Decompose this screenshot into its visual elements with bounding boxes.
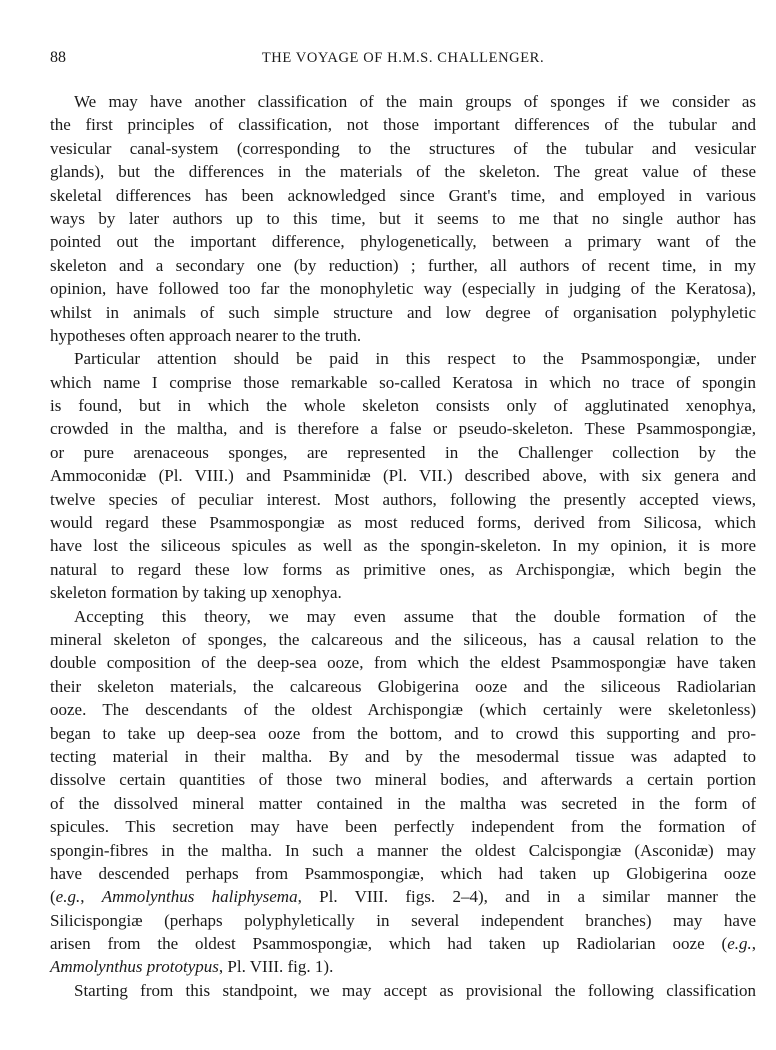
document-page — [50, 46, 756, 1002]
text-line: tecting material in their maltha. By and by the mesodermal tissue was adapted to — [50, 746, 756, 766]
running-title: THE VOYAGE OF H.M.S. CHALLENGER. — [261, 50, 545, 66]
text-line: twelve species of peculiar interest. Most authors, following the presently accepted views, — [50, 489, 756, 509]
text-line: or pure arenaceous sponges, are represented in the Challenger collection by the — [50, 442, 756, 462]
reference-text: , Pl. VIII. fig. 1). — [218, 957, 334, 977]
text-line: Starting from this standpoint, we may accept as provisional the following classification — [74, 980, 756, 1000]
text-line: ways by later authors up to this time, but it seems to me that no single author has — [50, 208, 756, 228]
text-line: Accepting this theory, we may even assume that the double formation of the — [74, 606, 756, 626]
text-line: would regard these Psammospongiæ as most reduced forms, derived from Silicosa, which — [50, 513, 756, 533]
text-line: spongin-fibres in the maltha. In such a manner the oldest Calcispongiæ (Asconidæ) may — [50, 840, 756, 860]
text-line — [50, 955, 756, 978]
text-line: opinion, have followed too far the monophyletic way (especially in judging of the Keratosa), — [50, 279, 756, 299]
paragraph-theory — [50, 605, 756, 979]
text-line: the first principles of classification, not those important differences of the tubular and — [50, 115, 756, 135]
species-name: Ammolynthus haliphysema — [101, 887, 298, 907]
text-line: dissolve certain quantities of those two mineral bodies, and afterwards a certain portion — [50, 770, 756, 790]
line-text: arisen from the oldest Psammospongiæ, which had taken up Radiolarian ooze ( — [50, 934, 728, 954]
text-line: Silicispongiæ (perhaps polyphyletically in several independent branches) may have — [50, 910, 756, 930]
text-line: whilst in animals of such simple structure and low degree of organisation polyphyletic — [50, 302, 756, 322]
separator: , — [751, 934, 756, 954]
text-line — [50, 885, 756, 908]
text-line: pointed out the important difference, phylogenetically, between a primary want of the — [50, 232, 756, 252]
text-line: of the dissolved mineral matter contained in the maltha was secreted in the form of — [50, 793, 756, 813]
text-line: which name I comprise those remarkable so-called Keratosa in which no trace of spongin — [50, 372, 756, 392]
page-number: 88 — [50, 49, 66, 66]
body-text — [50, 90, 756, 1002]
text-line: have lost the siliceous spicules as well as the spongin-skeleton. In my opinion, it is more — [50, 536, 756, 556]
text-line: vesicular canal-system (corresponding to the structures of the tubular and vesicular — [50, 138, 756, 158]
text-line: natural to regard these low forms as primitive ones, as Archispongiæ, which begin the — [50, 559, 756, 579]
text-line: skeleton formation by taking up xenophya. — [50, 583, 342, 603]
separator: , — [80, 887, 102, 907]
text-line: Particular attention should be paid in this respect to the Psammospongiæ, under — [74, 349, 756, 369]
text-line: skeletal differences has been acknowledged since Grant's time, and employed in various — [50, 185, 756, 205]
running-header — [50, 46, 756, 70]
text-line: Ammoconidæ (Pl. VIII.) and Psamminidæ (Pl. VII.) described above, with six genera and — [50, 466, 756, 486]
text-line: is found, but in which the whole skeleton consists only of agglutinated xenophya, — [50, 396, 756, 416]
eg-abbrev: e.g. — [727, 934, 752, 954]
text-line: ooze. The descendants of the oldest Archispongiæ (which certainly were skeletonless) — [50, 700, 756, 720]
paragraph-classification — [50, 90, 756, 347]
paragraph-psammospongiae — [50, 347, 756, 604]
reference-text: , Pl. VIII. figs. 2–4), and in a similar manner the — [297, 887, 756, 907]
text-line: crowded in the maltha, and is therefore a false or pseudo-skeleton. These Psammospongiæ, — [50, 419, 756, 439]
text-line: mineral skeleton of sponges, the calcareous and the siliceous, has a causal relation to the — [50, 629, 756, 649]
paragraph-standpoint — [50, 979, 756, 1002]
text-line: skeleton and a secondary one (by reduction) ; further, all authors of recent time, in my — [50, 255, 756, 275]
text-line: We may have another classification of the main groups of sponges if we consider as — [74, 92, 756, 111]
text-line: hypotheses often approach nearer to the truth. — [50, 325, 362, 345]
text-line: double composition of the deep-sea ooze, from which the eldest Psammospongiæ have taken — [50, 653, 756, 673]
text-line: glands), but the differences in the materials of the skeleton. The great value of these — [50, 162, 756, 182]
text-line: their skeleton materials, the calcareous Globigerina ooze and the siliceous Radiolarian — [50, 676, 756, 696]
paren: ( — [50, 887, 56, 907]
text-line: spicules. This secretion may have been perfectly independent from the formation of — [50, 817, 756, 837]
species-name: Ammolynthus prototypus — [50, 957, 219, 977]
text-line: have descended perhaps from Psammospongiæ, which had taken up Globigerina ooze — [50, 863, 756, 883]
text-line: began to take up deep-sea ooze from the bottom, and to crowd this supporting and pro- — [50, 723, 756, 743]
text-line — [50, 932, 756, 955]
eg-abbrev: e.g. — [55, 887, 81, 907]
